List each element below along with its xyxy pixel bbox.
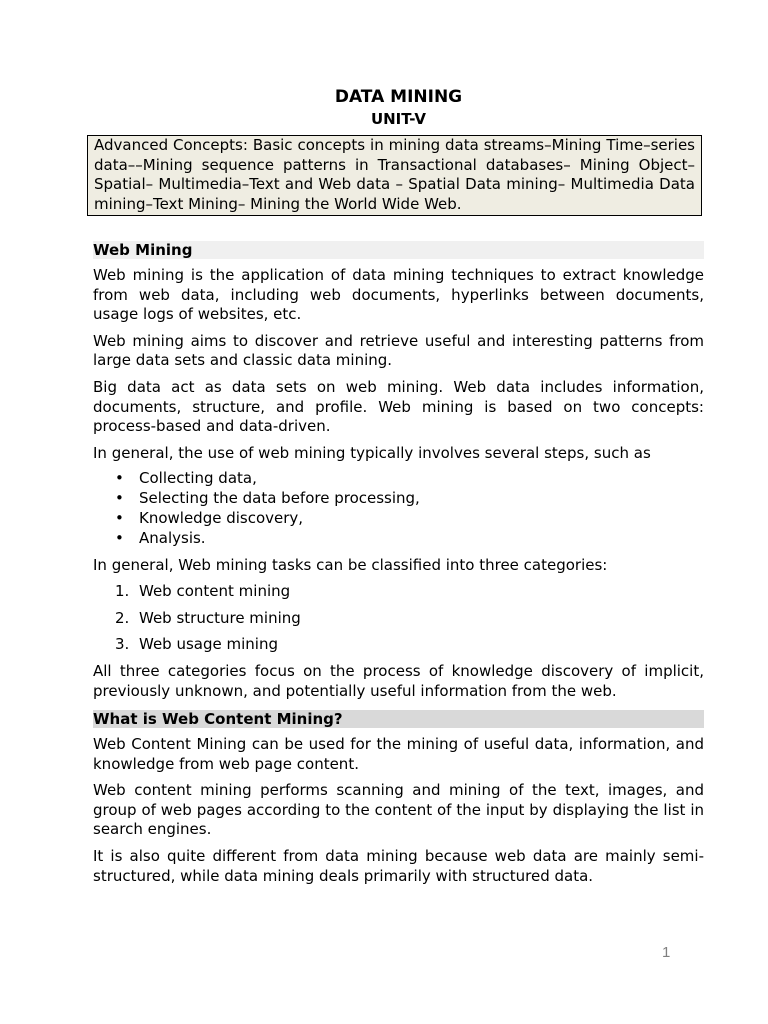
list-item [93,509,704,529]
categories-list [93,582,704,655]
paragraph: It is also quite different from data mining because web data are mainly semi-structured, while data mining deals primarily with structured data. [93,847,704,885]
document-title: DATA MINING [334,87,463,107]
paragraph: In general, Web mining tasks can be classified into three categories: [93,555,608,574]
document-page [93,86,704,886]
list-item-text: Web usage mining [139,635,278,654]
steps-list [93,469,704,548]
bullet-icon: • [115,469,124,488]
list-item [93,582,704,602]
list-item [93,489,704,509]
list-item [93,469,704,489]
paragraph: All three categories focus on the process of knowledge discovery of implicit, previously unknown, and potentially useful information from the web. [93,661,704,700]
section-heading-web-mining: Web Mining [93,241,704,259]
list-item-text: Web content mining [139,582,291,601]
bullet-icon: • [115,528,124,547]
list-item-text: Analysis. [139,528,206,547]
unit-label: UNIT-V [370,110,427,128]
list-item [93,635,704,655]
paragraph: Web mining is the application of data mining techniques to extract knowledge from web data, including web documents, hyperlinks between documents, usage logs of websites, etc. [93,266,704,324]
list-item-text: Web structure mining [139,608,301,627]
section-heading-web-content-mining: What is Web Content Mining? [93,710,704,728]
paragraph: Web content mining performs scanning and mining of the text, images, and group of web pages according to the content of the input by displaying the list in search engines. [93,781,704,839]
list-item [93,529,704,549]
list-item-text: Collecting data, [139,469,257,488]
page-number: 1 [662,944,671,961]
paragraph: Web Content Mining can be used for the mining of useful data, information, and knowledge from web page content. [93,735,704,773]
bullet-icon: • [115,489,124,508]
list-number: 2. [115,608,130,627]
list-item-text: Selecting the data before processing, [139,489,420,508]
list-number: 1. [115,582,130,601]
list-item-text: Knowledge discovery, [139,508,304,527]
list-item [93,609,704,629]
syllabus-box: Advanced Concepts: Basic concepts in mining data streams–Mining Time–series data––Mining sequence patterns in Transactional databases– Mining Object– Spatial– Multimedia–Text and Web data – Spatial Data mining– Multimedia Data mining–Text Mining– Mining the World Wide Web. [87,135,702,216]
list-number: 3. [115,635,130,654]
paragraph: In general, the use of web mining typically involves several steps, such as [93,443,651,462]
paragraph: Big data act as data sets on web mining. Web data includes information, documents, structure, and profile. Web mining is based on two concepts: process-based and data-driven. [93,377,704,436]
bullet-icon: • [115,508,124,527]
paragraph: Web mining aims to discover and retrieve useful and interesting patterns from large data sets and classic data mining. [93,331,704,370]
